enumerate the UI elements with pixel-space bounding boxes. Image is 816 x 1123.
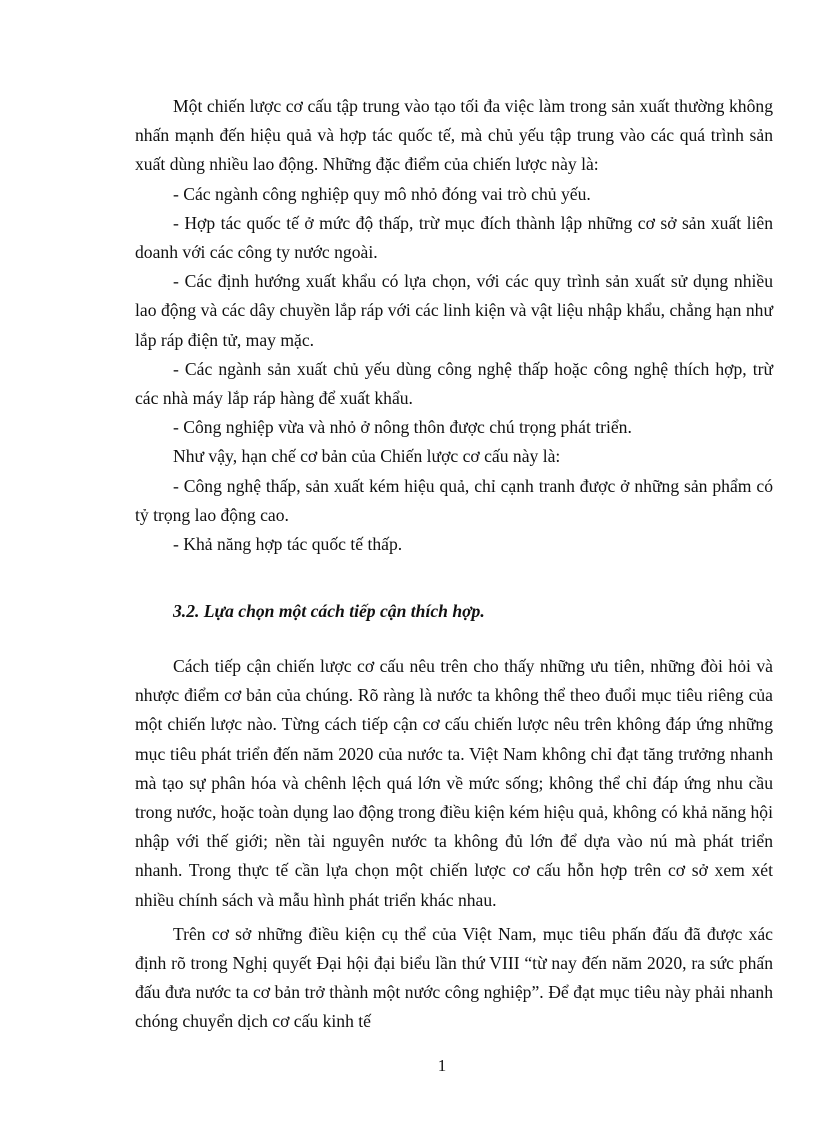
body-section [135, 652, 773, 1037]
body-paragraph: Trên cơ sở những điều kiện cụ thể của Việt Nam, mục tiêu phấn đấu đã được xác định rõ trong Nghị quyết Đại hội đại biểu lần thứ VIII “từ nay đến năm 2020, ra sức phấn đấu đưa nước ta cơ bản trở thành một nước công nghiệp”. Để đạt mục tiêu này phải nhanh chóng chuyển dịch cơ cấu kinh tế [135, 923, 773, 1032]
section-heading: 3.2. Lựa chọn một cách tiếp cận thích hợp. [173, 601, 485, 621]
list-item: - Các ngành sản xuất chủ yếu dùng công nghệ thấp hoặc công nghệ thích hợp, trừ các nhà máy lắp ráp hàng để xuất khẩu. [135, 358, 773, 409]
body-paragraph: Cách tiếp cận chiến lược cơ cấu nêu trên cho thấy những ưu tiên, những đòi hỏi và nhược điểm cơ bản của chúng. Rõ ràng là nước ta không thể theo đuổi mục tiêu riêng của một chiến lược nào. Từng cách tiếp cận cơ cấu chiến lược nêu trên không đáp ứng những mục tiêu phát triển đến năm 2020 của nước ta. Việt Nam không chỉ đạt tăng trưởng nhanh mà tạo sự phân hóa và chênh lệch quá lớn về mức sống; không thể chỉ đáp ứng nhu cầu trong nước, hoặc toàn dụng lao động trong điều kiện kém hiệu quả, không có khả năng hội nhập với thế giới; nền tài nguyên nước ta không đủ lớn để dựa vào nú mà phát triển nhanh. Trong thực tế cần lựa chọn một chiến lược cơ cấu hỗn hợp trên cơ sở xem xét nhiều chính sách và mẫu hình phát triển khác nhau. [135, 656, 773, 910]
intro-section [135, 92, 773, 559]
list-item: - Công nghệ thấp, sản xuất kém hiệu quả, chỉ cạnh tranh được ở những sản phẩm có tỷ trọng lao động cao. [135, 475, 773, 525]
list-item: - Hợp tác quốc tế ở mức độ thấp, trừ mục đích thành lập những cơ sở sản xuất liên doanh với các công ty nước ngoài. [135, 212, 773, 263]
page-number: 1 [437, 1056, 447, 1075]
list-item: - Các định hướng xuất khẩu có lựa chọn, với các quy trình sản xuất sử dụng nhiều lao động và các dây chuyền lắp ráp với các linh kiện và vật liệu nhập khẩu, chẳng hạn như lắp ráp điện tử, may mặc. [135, 271, 773, 350]
limitations-intro: Như vậy, hạn chế cơ bản của Chiến lược cơ cấu này là: [173, 446, 561, 467]
list-item: - Các ngành công nghiệp quy mô nhỏ đóng vai trò chủ yếu. [173, 183, 591, 204]
intro-paragraph: Một chiến lược cơ cấu tập trung vào tạo tối đa việc làm trong sản xuất thường không nhấn mạnh đến hiệu quả và hợp tác quốc tế, mà chủ yếu tập trung vào các quá trình sản xuất dùng nhiều lao động. Những đặc điểm của chiến lược này là: [135, 96, 773, 175]
list-item: - Công nghiệp vừa và nhỏ ở nông thôn được chú trọng phát triển. [173, 417, 632, 438]
list-item: - Khả năng hợp tác quốc tế thấp. [173, 534, 403, 555]
